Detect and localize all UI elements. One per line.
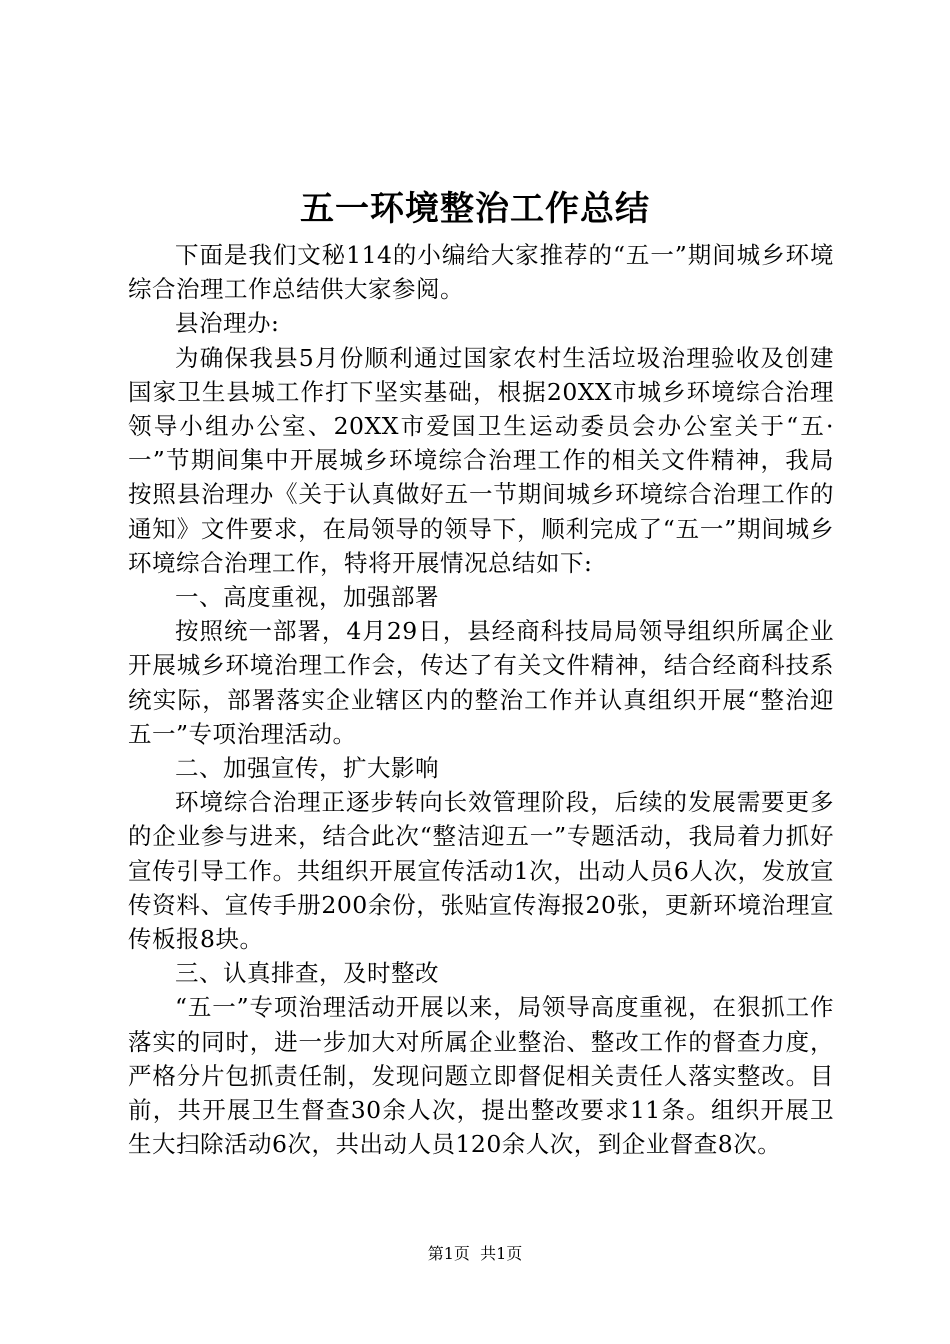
section-paragraph-3: “五一”专项治理活动开展以来，局领导高度重视，在狠抓工作落实的同时，进一步加大对所属企业整治、整改工作的督查力度，严格分片包抓责任制，发现问题立即督促相关责任人落实整改。目前，共开展卫生督查30余人次，提出整改要求11条。组织开展卫生大扫除活动6次，共出动人员120余人次，到企业督查8次。 — [128, 993, 834, 1159]
section-paragraph-1: 按照统一部署，4月29日，县经商科技局局领导组织所属企业开展城乡环境治理工作会，传达了有关文件精神，结合经商科技系统实际，部署落实企业辖区内的整治工作并认真组织开展“整治迎五一”专项治理活动。 — [128, 617, 834, 748]
page-number-total: 共1页 — [480, 1244, 523, 1263]
page-footer — [0, 1243, 950, 1265]
section-heading-1: 一、高度重视，加强部署 — [175, 583, 439, 612]
intro-paragraph: 下面是我们文秘114的小编给大家推荐的“五一”期间城乡环境综合治理工作总结供大家参阅。 — [128, 241, 834, 304]
page-number-current: 第1页 — [427, 1244, 470, 1263]
background-paragraph: 为确保我县5月份顺利通过国家农村生活垃圾治理验收及创建国家卫生县城工作打下坚实基础，根据20XX市城乡环境综合治理领导小组办公室、20XX市爱国卫生运动委员会办公室关于“五·一”节期间集中开展城乡环境综合治理工作的相关文件精神，我局按照县治理办《关于认真做好五一节期间城乡环境综合治理工作的通知》文件要求，在局领导的领导下，顺利完成了“五一”期间城乡环境综合治理工作，特将开展情况总结如下: — [128, 343, 834, 577]
document-title: 五一环境整治工作总结 — [300, 189, 650, 229]
footer-separator — [470, 1244, 480, 1263]
document-body — [128, 238, 834, 1161]
section-heading-3: 三、认真排查，及时整改 — [175, 959, 439, 988]
section-paragraph-2: 环境综合治理正逐步转向长效管理阶段，后续的发展需要更多的企业参与进来，结合此次“整洁迎五一”专题活动，我局着力抓好宣传引导工作。共组织开展宣传活动1次，出动人员6人次，发放宣传资料、宣传手册200余份，张贴宣传海报20张，更新环境治理宣传板报8块。 — [128, 788, 834, 954]
addressee-line: 县治理办: — [175, 309, 280, 338]
section-heading-2: 二、加强宣传，扩大影响 — [175, 754, 439, 783]
